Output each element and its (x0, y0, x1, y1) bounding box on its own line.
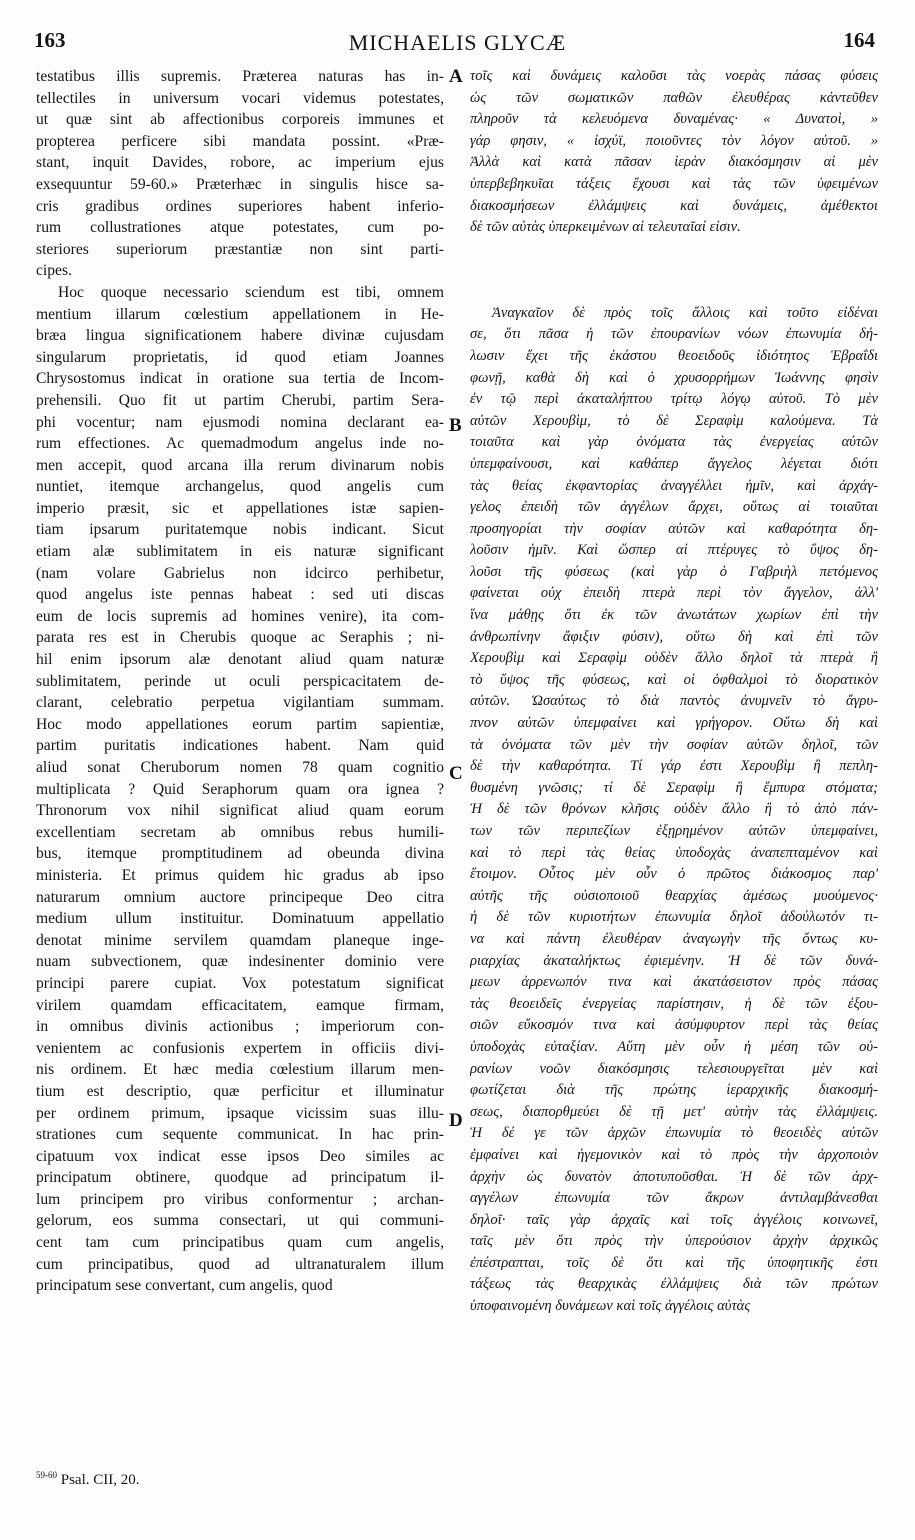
text-line: mentium illarum cœlestium appellationem in He- (36, 305, 444, 323)
text-line: Ἀναγκαῖον δὲ πρὸς τοῖς ἄλλοις καὶ τοῦτο εἰδέναι (492, 304, 878, 321)
text-line: tiam ipsarum puritatemque nobis indicant. Sicut (36, 521, 444, 539)
text-line: parata res est in Cherubis quoque ac Seraphis ; ni- (36, 629, 444, 647)
text-line: tium est descriptio, quæ perficitur et illuminatur (36, 1082, 444, 1100)
text-line: naturarum omnium auctore principeque Deo citra (36, 888, 444, 906)
text-line: strationes cum sequente communicat. In hac prin- (36, 1126, 444, 1144)
text-line: cum principatibus, quod ad ultranaturalem illum (36, 1255, 444, 1273)
text-line: να καὶ πάντη ἐλευθέραν ἀναγωγὴν τῆς ὄντως κυ- (470, 930, 878, 947)
text-line: venientem ac confusionis expertem in officiis divi- (36, 1039, 444, 1057)
latin-paragraph-2 (36, 282, 444, 1297)
text-line: denotat minime servilem quamdam planeque inge- (36, 931, 444, 949)
text-line: ρανίων νοῶν διακόσμησις τελεσιουργεῖται μὲν καὶ (470, 1060, 878, 1077)
text-line: τὰς θείας ἐκφαντορίας ἀναγγέλλει ἡμῖν, καὶ ἀρχάγ- (470, 477, 878, 494)
text-line: ministeria. Et primus quidem hic gradus ab ipso (36, 866, 444, 884)
text-line: per ordinem primum, ipsaque vicissim suas illu- (36, 1104, 444, 1122)
text-line: steriores superiorum præstantiæ non sint parti- (36, 240, 444, 258)
text-line: excellentiam secretam ab omnibus rebus humili- (36, 823, 444, 841)
text-line: τὰ ὀνόματα τῶν μὲν τὴν σοφίαν αὐτῶν δηλοῖ, τῶν (470, 736, 878, 753)
text-line: propterea perficere sibi mandata possint. «Præ- (36, 132, 444, 150)
text-line: γελος ἐπειδὴ τῶν ἀγγέλων ἄρχει, οὕτως αἱ τοιαῦται (470, 499, 878, 516)
text-line: hil enim ipsorum alæ denotant aliud quam naturæ (36, 651, 444, 669)
text-line: in omnibus divinis actionibus ; imperiorum con- (36, 1018, 444, 1036)
text-line: nis ordinem. Et hæc media cœlestium illarum men- (36, 1061, 444, 1079)
text-line: ut quæ sint ab affectionibus corporeis immunes et (36, 111, 444, 129)
text-line: rum collustrationes atque potestates, cum po- (36, 219, 444, 237)
text-line: ὑπερβεβηκυῖαι τάξεις ἔχουσι καὶ τὰς τῶν ὑφειμένων (470, 175, 878, 192)
text-line: ἵνα μάθῃς ὅτι ἐκ τῶν ἀνωτάτων χωρίων ἐπὶ τὴν (470, 607, 878, 624)
text-line: cipatuum vox indicat esse ipsos Deo similes ac (36, 1147, 444, 1165)
text-line: Chrysostomus indicat in oratione sua tertia de Incom- (36, 370, 444, 388)
text-line: γάρ φησιν, « ἰσχύϊ, ποιοῦντες τὸν λόγον αὐτοῦ. » (470, 132, 878, 149)
text-line: τὰς θεοειδεῖς ἐνεργείας παρίστησιν, ἡ δὲ τῶν ἐξου- (470, 995, 878, 1012)
text-line: men accepit, quod arcana illa rerum divinarum nobis (36, 456, 444, 474)
text-line: Hoc modo appellationes eorum partim sapientiæ, (36, 715, 444, 733)
text-line: φαίνεται οὐχ ἐπειδὴ πτερὰ περὶ τὸν ἄγγελον, ἀλλ' (470, 585, 878, 602)
footnote (36, 1470, 140, 1489)
text-line: ριαρχίας ἀκαταλήκτως ἐφιεμένην. Ἡ δὲ τῶν δυνά- (470, 952, 878, 969)
text-line: καὶ τὸ περὶ τὰς θείας ὑποδοχὰς ἀναπεπταμένον καὶ (470, 844, 878, 861)
text-line: λωσιν ἔχει τῆς ἑκάστου θεοειδοῦς ἰδιότητος Ἑβραΐδι (470, 347, 878, 364)
greek-paragraph-2 (470, 303, 878, 1318)
text-line: σεως, διαπορθμεύει δὲ τῇ μετ' αὐτὴν τὰς ἐλλάμψεις. (470, 1103, 878, 1120)
text-line: σε, ὅτι πᾶσα ἡ τῶν ἐπουρανίων νόων ἐπωνυμία δή- (470, 326, 878, 343)
text-line: Ἡ δὲ τῶν θρόνων κλῆσις οὐδὲν ἄλλο ἢ τὸ ἀπὸ πάν- (470, 801, 878, 818)
text-line: διακοσμήσεων ἐλλάμψεις καὶ δυνάμεις, ἀμέθεκτοι (470, 197, 878, 214)
text-line: ὑποδοχὰς εὐταξίαν. Αὕτη μὲν οὖν ἡ μέση τῶν οὐ- (470, 1038, 878, 1055)
text-line: Ἡ δέ γε τῶν ἀρχῶν ἐπωνυμία τὸ θεοειδὲς αὐτῶν (470, 1125, 878, 1142)
text-line: φωνῇ, καθὰ δὴ καὶ ὁ χρυσορρήμων Ἰωάννης φησὶν (470, 369, 878, 386)
text-line: τὸ ὕψος τῆς φύσεως, καὶ οἱ ὀφθαλμοὶ τὸ διορατικὸν (470, 671, 878, 688)
page-number-left: 163 (34, 28, 66, 52)
text-line: nuam subvectionem, quæ indesinenter dominio vere (36, 953, 444, 971)
text-line: προσηγορίαι τὴν σοφίαν αὐτῶν καὶ καθαρότητα δη- (470, 520, 878, 537)
text-line: tellectiles in universum vocari videmus potestates, (36, 89, 444, 107)
page-number-right: 164 (843, 28, 875, 52)
margin-marker-c: C (449, 763, 463, 784)
footnote-text: Psal. CII, 20. (60, 1472, 140, 1488)
text-line: ταῖς μὲν ὅτι πρὸς τὴν ὑπερούσιον ἀρχὴν ἀρχικῶς (470, 1233, 878, 1250)
text-line: gelorum, eos summa consectari, ut qui communi- (36, 1212, 444, 1230)
text-line: lum principem pro viribus conformentur ; archan- (36, 1190, 444, 1208)
text-line: testatibus illis supremis. Præterea naturas has in- (36, 68, 444, 85)
text-line: cris gradibus ordines superiores habent inferio- (36, 197, 444, 215)
margin-marker-a: A (449, 66, 463, 87)
text-line: phi vocentur; nam ejusmodi nomina declarant ea- (36, 413, 444, 431)
margin-marker-b: B (449, 415, 462, 436)
text-line: principatum obtinere, quodque ad principatum il- (36, 1169, 444, 1187)
text-line: ὑποφαινομένη δυνάμεων καὶ τοῖς ἀγγέλοις αὐτὰς (470, 1298, 751, 1315)
text-line: ὑπεμφαίνουσι, καὶ καθάπερ ἄγγελος λέγεται διότι (470, 455, 878, 472)
text-line: virilem quamdam efficacitatem, eamque firmam, (36, 996, 444, 1014)
text-line: singularum proprietatis, id quod etiam Joannes (36, 348, 444, 366)
text-line: αὐτῶν Χερουβὶμ, τὸ δὲ Σεραφὶμ καλούμενα. Τὰ (470, 412, 878, 429)
text-line: δὲ τῶν αὐτὰς ὑπερκειμένων αἱ τελευταῖαί εἰσιν. (470, 219, 741, 236)
text-line: (nam volare Gabrielus non idcirco perhibetur, (36, 564, 444, 582)
text-line: prehensili. Quo fit ut partim Cherubi, partim Sera- (36, 391, 444, 409)
text-line: τοῖς καὶ δυνάμεις καλοῦσι τὰς νοερὰς πάσας φύσεις (470, 68, 878, 84)
text-line: λοῦσιν ἡμῖν. Καὶ ὥσπερ αἱ πτέρυγες τὸ ὕψος δη- (470, 542, 878, 559)
text-line: αὐτῶν. Ὡσαύτως τὸ διὰ παντὸς ἀνυμνεῖν τὸ ἄγρυ- (470, 693, 878, 710)
running-title: MICHAELIS GLYCÆ (348, 30, 567, 55)
text-line: ἐμφαίνει καὶ ἡγεμονικὸν καὶ τὸ πρὸς τὴν ἀρχοποιὸν (470, 1146, 878, 1163)
text-line: ὡς τῶν σωματικῶν παθῶν ἐλευθέρας κἀντεῦθεν (470, 89, 878, 106)
text-line: principatum sese convertant, cum angelis, quod (36, 1277, 333, 1295)
text-line: Ἀλλὰ καὶ κατὰ πᾶσαν ἱερὰν διακόσμησιν αἱ μὲν (470, 154, 878, 171)
text-line: eum de locis supremis ad homines venire), ita com- (36, 607, 444, 625)
text-line: imperio præsit, sic et appellationes istæ sapien- (36, 499, 444, 517)
text-line: cipes. (36, 262, 72, 280)
text-line: multiplicata ? Quid Seraphorum quam ora ignea ? (36, 780, 444, 798)
text-line: αγγέλων ἐπωνυμία τῶν ἄκρων ἀντιλαμβάνεσθαι (470, 1190, 878, 1207)
text-line: ἐπέστραπται, τοῖς δὲ ὅτι καὶ τῆς ὑποφητικῆς ἐστι (470, 1254, 878, 1271)
text-line: exsequuntur 59-60.» Præterhæc in singulis hisce sa- (36, 175, 444, 193)
text-line: Χερουβὶμ καὶ Σεραφὶμ οὐδὲν ἄλλο δηλοῖ τὰ πτερὰ ἢ (470, 650, 878, 667)
text-line: cent tam cum principatibus quam cum angelis, (36, 1234, 444, 1252)
text-line: ἕτοιμον. Οὗτος μὲν οὖν ὁ πρῶτος διάκοσμος παρ' (470, 866, 878, 883)
text-line: τάξεως τὰς θεαρχικὰς ἐλλάμψεις διὰ τῶν πρώτων (470, 1276, 878, 1293)
text-line: δηλοῖ· ταῖς γὰρ ἀρχαῖς καὶ τοῖς ἀγγέλοις κοινωνεῖ, (470, 1211, 878, 1228)
text-line: σιῶν εὔκοσμόν τινα καὶ ἀσύμφυρτον περὶ τὰς θείας (470, 1017, 878, 1034)
text-line: θυσμένη γνῶσις; τί δὲ Σεραφὶμ ἢ ἔμπυρα στόματα; (470, 779, 878, 796)
latin-column (36, 66, 444, 1297)
text-line: bus, itemque promptitudinem ad obeunda divina (36, 845, 444, 863)
text-line: λοῦσι τῆς φύσεως (καὶ γὰρ ὁ Γαβριὴλ πετόμενος (470, 563, 878, 580)
text-line: ἀρχὴν ὡς δυνατὸν ἀποτυποῦσθαι. Ἡ δὲ τῶν ἀρχ- (470, 1168, 878, 1185)
text-line: αὐτῆς τῆς οὐσιοποιοῦ θεαρχίας ἀμέσως μυούμενος· (470, 887, 878, 904)
text-line: nuntiet, itemque archangelus, quod angelis cum (36, 478, 444, 496)
latin-paragraph-1 (36, 66, 444, 282)
text-line: bræa lingua significationem habere divinæ cujusdam (36, 327, 444, 345)
text-line: stant, inquit Davides, robore, ac imperium ejus (36, 154, 444, 172)
text-line: sublimitatem, perinde ut oculi perspicacitatem de- (36, 672, 444, 690)
text-line: rum effectiones. Ac quemadmodum angelus inde no- (36, 435, 444, 453)
margin-marker-d: D (449, 1110, 463, 1131)
text-line: πνον αὐτῶν ὑπεμφαίνει καὶ γρήγορον. Οὕτω δὴ καὶ (470, 715, 878, 732)
text-line: ἡ δὲ τῶν κυριοτήτων ἐπωνυμία δηλοῖ ἀδούλωτόν τι- (470, 909, 878, 926)
text-line: ἀνθρωπίνην ἄφιξιν φύσιν), οὕτω δὴ καὶ ἐπὶ τῶν (470, 628, 878, 645)
text-line: quod angelus iste pennas habeat : sed uti discas (36, 586, 444, 604)
text-line: etiam alæ sublimitatem in eis naturæ significant (36, 543, 444, 561)
text-line: medium ullum instituitur. Dominatuum appellatio (36, 910, 444, 928)
greek-column (470, 66, 878, 1318)
text-line: τοιαῦτα καὶ γὰρ ὀνόματα τὰς ἐνεργείας αὐτῶν (470, 434, 878, 451)
text-line: ἐν τῷ περὶ ἀκαταλήπτου τρίτῳ λόγῳ αὐτοῦ. Τὸ μὲν (470, 391, 878, 408)
greek-paragraph-1 (470, 66, 878, 239)
text-line: clarant, celebratio perpetua vigilantiam summam. (36, 694, 444, 712)
footnote-ref: 59-60 (36, 1470, 57, 1480)
text-line: πληροῦν τὰ κελευόμενα δυναμένας· « Δυνατοὶ, » (470, 111, 878, 128)
text-line: δὲ τὴν καθαρότητα. Τί γάρ ἐστι Χερουβὶμ ἢ πεπλη- (470, 758, 878, 775)
text-line: μεων ἀρρενωπόν τινα καὶ ἀκατάσειστον πρὸς πάσας (470, 974, 878, 991)
text-line: aliud sonat Cheruborum nomen 78 quam cognitio (36, 759, 444, 776)
text-line: φωτίζεται διὰ τῆς πρώτης ἱεραρχικῆς διακοσμή- (470, 1082, 878, 1099)
text-line: principi parere cupiat. Vox potestatum significat (36, 974, 444, 992)
text-line: Thronorum vox nihil significat aliud quam eorum (36, 802, 444, 820)
text-line: partim puritatis indicationes habent. Nam quid (36, 737, 444, 755)
text-line: Hoc quoque necessario sciendum est tibi, omnem (58, 283, 444, 301)
text-line: των τῶν περιπεζίων ἐξῃρημένον αὐτῶν ὑπεμφαίνει, (470, 823, 878, 839)
page-header (28, 28, 887, 58)
